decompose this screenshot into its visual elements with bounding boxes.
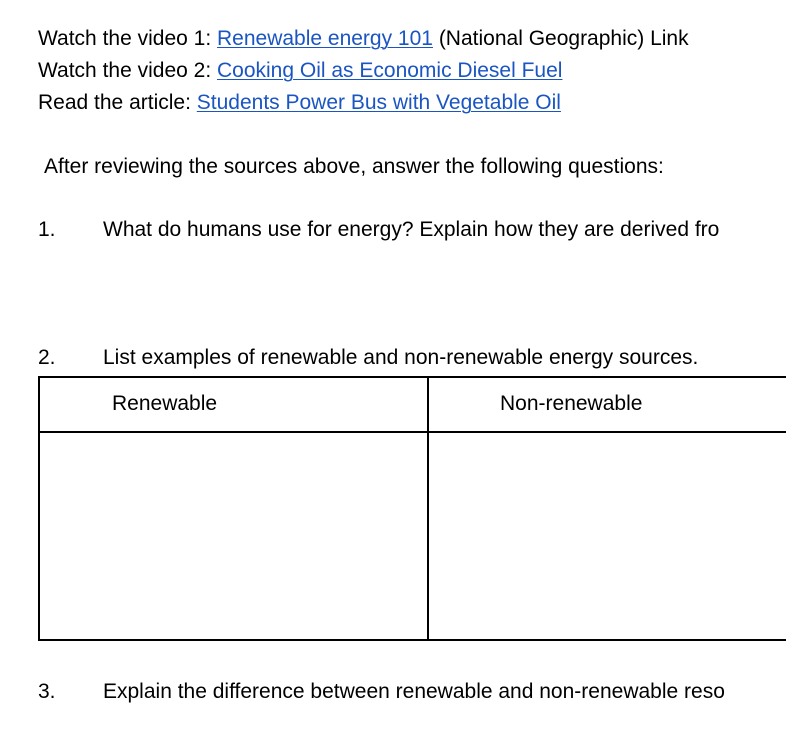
instructions-text: After reviewing the sources above, answer the following questions:	[44, 155, 664, 178]
question-1-number: 1.	[38, 218, 56, 241]
students-power-bus-link[interactable]: Students Power Bus with Vegetable Oil	[196, 91, 561, 114]
question-2-number: 2.	[38, 346, 56, 369]
question-2-text: List examples of renewable and non-renewable energy sources.	[103, 346, 699, 369]
source-line-article	[38, 90, 561, 116]
renewable-energy-101-link[interactable]: Renewable energy 101	[216, 27, 433, 50]
table-header-non-renewable: Non-renewable	[500, 392, 643, 415]
source-line-video-1	[38, 26, 689, 52]
cooking-oil-diesel-fuel-link[interactable]: Cooking Oil as Economic Diesel Fuel	[216, 59, 563, 82]
renewable-answer-cell[interactable]	[40, 433, 427, 639]
source-prefix: Read the article:	[38, 91, 197, 114]
source-prefix: Watch the video 2:	[38, 59, 217, 82]
question-3-text: Explain the difference between renewable and non-renewable reso	[103, 680, 725, 703]
source-suffix: (National Geographic) Link	[432, 27, 689, 50]
source-line-video-2	[38, 58, 562, 84]
non-renewable-answer-cell[interactable]	[429, 433, 786, 639]
question-3-number: 3.	[38, 680, 56, 703]
table-header-renewable: Renewable	[112, 392, 218, 415]
question-1-text: What do humans use for energy? Explain how they are derived fro	[103, 218, 720, 241]
energy-sources-table	[38, 376, 786, 641]
source-prefix: Watch the video 1:	[38, 27, 217, 50]
